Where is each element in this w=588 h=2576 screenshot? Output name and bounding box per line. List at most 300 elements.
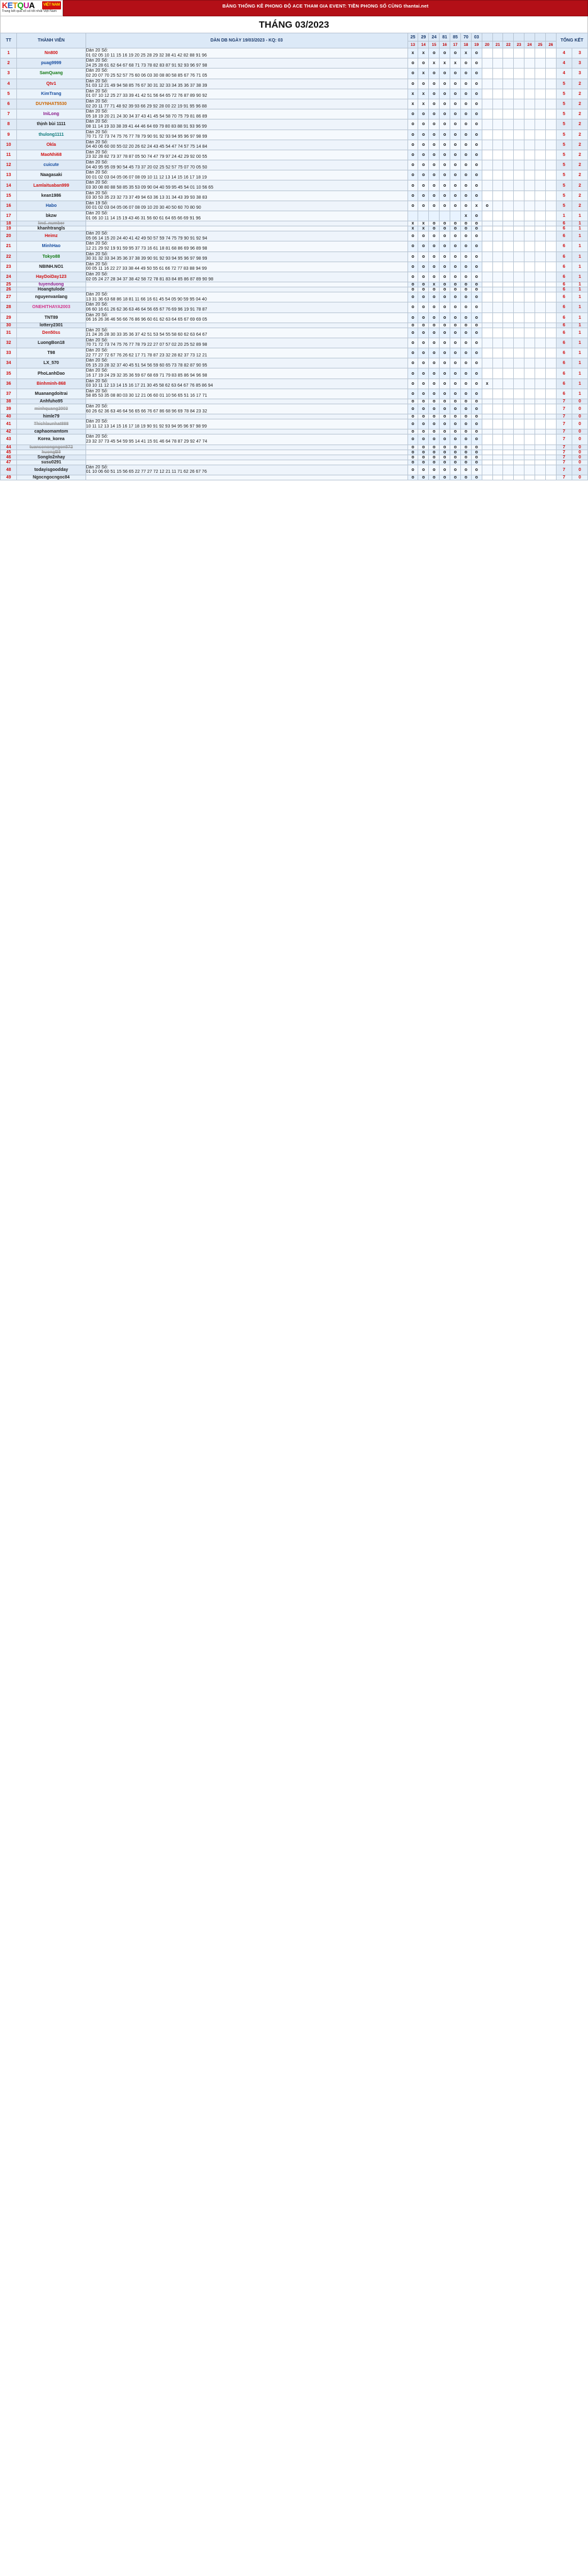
day-cell-24 bbox=[524, 358, 535, 368]
day-cell-20 bbox=[482, 328, 492, 338]
day-cell-14: o bbox=[418, 465, 429, 475]
day-cell-16: o bbox=[440, 465, 450, 475]
member-name-label: thulong1111 bbox=[38, 132, 64, 137]
member-name-label: susu0291 bbox=[41, 460, 62, 465]
numbers-label: Dàn 20 Số: bbox=[86, 191, 108, 196]
member-name[interactable] bbox=[17, 419, 86, 429]
member-name[interactable] bbox=[17, 287, 86, 292]
day-cell-17: o bbox=[450, 119, 461, 130]
row-index: 43 bbox=[1, 434, 17, 445]
total-score: 0 bbox=[572, 399, 587, 404]
row-index: 17 bbox=[1, 211, 17, 221]
day-cell-24 bbox=[524, 119, 535, 130]
day-cell-13: o bbox=[408, 429, 418, 434]
member-name[interactable] bbox=[17, 475, 86, 480]
day-cell-13: x bbox=[408, 89, 418, 99]
day-cell-16: o bbox=[440, 292, 450, 302]
member-numbers bbox=[86, 445, 408, 450]
day-cell-17: o bbox=[450, 191, 461, 201]
day-cell-20 bbox=[482, 460, 492, 465]
member-numbers bbox=[86, 99, 408, 109]
day-cell-21 bbox=[492, 150, 503, 160]
day-cell-16: o bbox=[440, 445, 450, 450]
member-name[interactable] bbox=[17, 399, 86, 404]
day-cell-23 bbox=[514, 119, 524, 130]
member-name[interactable] bbox=[17, 414, 86, 419]
table-row bbox=[1, 414, 588, 419]
numbers-value: 01 07 10 12 25 27 33 39 41 42 51 56 64 65 72 76 87 89 90 92 bbox=[86, 94, 208, 99]
day-cell-15: o bbox=[429, 434, 440, 445]
total-count: 5 bbox=[556, 109, 572, 119]
day-cell-21 bbox=[492, 348, 503, 358]
member-name-label: Lamlaituaban999 bbox=[33, 183, 69, 188]
numbers-label: Dàn 20 Số: bbox=[86, 389, 108, 394]
day-cell-17: o bbox=[450, 475, 461, 480]
day-cell-23 bbox=[514, 358, 524, 368]
day-cell-24 bbox=[524, 404, 535, 414]
day-cell-20 bbox=[482, 455, 492, 460]
row-index: 24 bbox=[1, 272, 17, 282]
day-cell-21 bbox=[492, 399, 503, 404]
day-cell-26 bbox=[545, 429, 556, 434]
day-cell-18: o bbox=[460, 109, 471, 119]
day-cell-26 bbox=[545, 379, 556, 389]
day-cell-19: o bbox=[471, 389, 482, 399]
member-name[interactable] bbox=[17, 272, 86, 282]
numbers-value: 70 71 72 73 74 75 76 77 78 79 90 91 92 93 94 95 96 97 98 99 bbox=[86, 135, 208, 140]
member-name[interactable] bbox=[17, 389, 86, 399]
member-name[interactable] bbox=[17, 140, 86, 150]
table-row bbox=[1, 262, 588, 272]
day-cell-26 bbox=[545, 160, 556, 170]
day-cell-13: o bbox=[408, 368, 418, 379]
member-name[interactable] bbox=[17, 226, 86, 231]
day-cell-21 bbox=[492, 119, 503, 130]
numbers-value: 06 60 16 61 26 62 36 63 46 64 56 65 67 76 69 96 19 91 78 87 bbox=[86, 307, 208, 312]
day-cell-24 bbox=[524, 379, 535, 389]
day-cell-23 bbox=[514, 348, 524, 358]
numbers-label: Dàn 20 Số: bbox=[86, 312, 108, 318]
day-cell-25 bbox=[535, 338, 546, 348]
member-name[interactable] bbox=[17, 338, 86, 348]
day-cell-18: o bbox=[460, 312, 471, 323]
member-name[interactable] bbox=[17, 292, 86, 302]
day-cell-13: o bbox=[408, 323, 418, 328]
day-cell-18: o bbox=[460, 99, 471, 109]
member-name[interactable] bbox=[17, 191, 86, 201]
member-numbers bbox=[86, 368, 408, 379]
day-cell-23 bbox=[514, 465, 524, 475]
member-name[interactable] bbox=[17, 160, 86, 170]
row-index: 42 bbox=[1, 429, 17, 434]
day-cell-19: o bbox=[471, 445, 482, 450]
day-cell-18: o bbox=[460, 272, 471, 282]
day-cell-17: o bbox=[450, 460, 461, 465]
total-score: 1 bbox=[572, 241, 587, 252]
table-row bbox=[1, 434, 588, 445]
day-cell-23 bbox=[514, 328, 524, 338]
row-index: 37 bbox=[1, 389, 17, 399]
total-count: 4 bbox=[556, 48, 572, 58]
member-name-label: tuyenduong bbox=[38, 282, 64, 287]
day-cell-25 bbox=[535, 404, 546, 414]
numbers-value: 03 30 53 35 23 32 73 37 49 94 63 36 13 31 34 43 39 93 38 83 bbox=[86, 196, 208, 201]
member-name-label: DUYNHAT5530 bbox=[35, 102, 67, 107]
col-day-4: 16 bbox=[440, 41, 450, 48]
day-cell-20 bbox=[482, 191, 492, 201]
day-cell-20 bbox=[482, 419, 492, 429]
table-row bbox=[1, 48, 588, 58]
member-name[interactable] bbox=[17, 460, 86, 465]
row-index: 36 bbox=[1, 379, 17, 389]
total-score: 0 bbox=[572, 460, 587, 465]
day-cell-21 bbox=[492, 292, 503, 302]
member-name[interactable] bbox=[17, 170, 86, 180]
member-name[interactable] bbox=[17, 89, 86, 99]
member-name[interactable] bbox=[17, 455, 86, 460]
day-cell-13: o bbox=[408, 389, 418, 399]
day-cell-20: x bbox=[482, 379, 492, 389]
member-name[interactable] bbox=[17, 282, 86, 287]
day-cell-19: o bbox=[471, 140, 482, 150]
member-name[interactable] bbox=[17, 79, 86, 89]
day-cell-15: o bbox=[429, 150, 440, 160]
total-count: 7 bbox=[556, 429, 572, 434]
day-cell-22 bbox=[503, 99, 514, 109]
day-cell-26 bbox=[545, 241, 556, 252]
day-cell-21 bbox=[492, 287, 503, 292]
day-cell-25 bbox=[535, 99, 546, 109]
numbers-value: 24 25 28 61 62 64 67 68 71 73 78 82 83 87 91 92 93 96 97 98 bbox=[86, 63, 208, 68]
member-name[interactable] bbox=[17, 150, 86, 160]
day-cell-23 bbox=[514, 241, 524, 252]
member-name-label: nguyenvanlang bbox=[35, 295, 68, 300]
member-name[interactable] bbox=[17, 323, 86, 328]
day-cell-21 bbox=[492, 170, 503, 180]
day-cell-20 bbox=[482, 389, 492, 399]
day-cell-20 bbox=[482, 241, 492, 252]
day-cell-13: o bbox=[408, 419, 418, 429]
day-cell-15: o bbox=[429, 99, 440, 109]
member-numbers bbox=[86, 79, 408, 89]
day-cell-24 bbox=[524, 109, 535, 119]
numbers-label: Dàn 20 Số: bbox=[86, 338, 108, 343]
member-name[interactable] bbox=[17, 48, 86, 58]
member-name[interactable] bbox=[17, 348, 86, 358]
numbers-value: 12 21 29 92 19 91 59 95 37 73 16 61 18 81 68 86 69 96 89 98 bbox=[86, 246, 208, 251]
member-name[interactable] bbox=[17, 252, 86, 262]
day-cell-25 bbox=[535, 48, 546, 58]
table-row bbox=[1, 150, 588, 160]
day-cell-24 bbox=[524, 475, 535, 480]
day-cell-15: o bbox=[429, 170, 440, 180]
day-cell-17: o bbox=[450, 272, 461, 282]
day-cell-20 bbox=[482, 368, 492, 379]
day-cell-13: o bbox=[408, 475, 418, 480]
member-numbers bbox=[86, 282, 408, 287]
total-count: 6 bbox=[556, 287, 572, 292]
col-member: THÀNH VIÊN bbox=[17, 33, 86, 48]
member-name[interactable] bbox=[17, 328, 86, 338]
member-name[interactable] bbox=[17, 58, 86, 69]
member-name[interactable] bbox=[17, 201, 86, 211]
table-row bbox=[1, 302, 588, 312]
member-numbers bbox=[86, 465, 408, 475]
day-cell-14: o bbox=[418, 241, 429, 252]
day-cell-13: o bbox=[408, 130, 418, 140]
member-name-label: thịnh bùi 1111 bbox=[36, 122, 66, 127]
day-cell-19: o bbox=[471, 287, 482, 292]
total-score: 1 bbox=[572, 323, 587, 328]
day-cell-16: o bbox=[440, 455, 450, 460]
day-cell-25 bbox=[535, 414, 546, 419]
total-count: 7 bbox=[556, 465, 572, 475]
row-index: 45 bbox=[1, 450, 17, 455]
day-cell-15: x bbox=[429, 58, 440, 69]
member-name[interactable] bbox=[17, 434, 86, 445]
numbers-value: 00 01 02 03 04 05 06 07 08 09 10 11 12 13 14 15 16 17 18 19 bbox=[86, 175, 207, 180]
member-name[interactable] bbox=[17, 429, 86, 434]
day-cell-22 bbox=[503, 419, 514, 429]
day-cell-24 bbox=[524, 272, 535, 282]
day-cell-20 bbox=[482, 434, 492, 445]
day-cell-19: o bbox=[471, 450, 482, 455]
day-cell-21 bbox=[492, 79, 503, 89]
col-day-14: 26 bbox=[545, 41, 556, 48]
day-cell-13: o bbox=[408, 465, 418, 475]
numbers-value: 05 06 14 15 20 24 40 41 42 49 50 57 59 74 75 79 90 91 92 94 bbox=[86, 236, 208, 241]
member-name[interactable] bbox=[17, 312, 86, 323]
day-cell-26 bbox=[545, 231, 556, 241]
day-cell-19: o bbox=[471, 226, 482, 231]
member-name[interactable] bbox=[17, 130, 86, 140]
member-numbers bbox=[86, 348, 408, 358]
day-cell-20 bbox=[482, 450, 492, 455]
total-score: 0 bbox=[572, 455, 587, 460]
day-cell-15: o bbox=[429, 89, 440, 99]
day-cell-13: o bbox=[408, 399, 418, 404]
day-cell-26 bbox=[545, 140, 556, 150]
member-name[interactable] bbox=[17, 221, 86, 226]
day-cell-18: o bbox=[460, 302, 471, 312]
member-name-label: Korea_korea bbox=[38, 437, 65, 442]
day-cell-20 bbox=[482, 445, 492, 450]
day-cell-22 bbox=[503, 414, 514, 419]
day-cell-25 bbox=[535, 150, 546, 160]
day-cell-16: o bbox=[440, 475, 450, 480]
day-cell-16: o bbox=[440, 302, 450, 312]
member-name[interactable] bbox=[17, 69, 86, 79]
day-cell-21 bbox=[492, 312, 503, 323]
numbers-value: 00 05 11 16 22 27 33 38 44 49 50 55 61 66 72 77 83 88 94 99 bbox=[86, 267, 207, 272]
day-cell-22 bbox=[503, 252, 514, 262]
member-numbers bbox=[86, 328, 408, 338]
table-row bbox=[1, 201, 588, 211]
day-cell-18: o bbox=[460, 419, 471, 429]
day-cell-23 bbox=[514, 69, 524, 79]
day-cell-26 bbox=[545, 89, 556, 99]
col-day-7: 19 bbox=[471, 41, 482, 48]
numbers-value: 02 20 11 77 71 48 92 39 93 66 29 92 28 00 22 19 91 95 96 88 bbox=[86, 104, 207, 109]
day-cell-17: o bbox=[450, 338, 461, 348]
day-cell-24 bbox=[524, 455, 535, 460]
day-cell-18: o bbox=[460, 287, 471, 292]
day-cell-21 bbox=[492, 414, 503, 419]
row-index: 49 bbox=[1, 475, 17, 480]
table-row bbox=[1, 419, 588, 429]
day-cell-19: o bbox=[471, 180, 482, 191]
col-day-9: 21 bbox=[492, 41, 503, 48]
day-cell-25 bbox=[535, 160, 546, 170]
page-title: THÁNG 03/2023 bbox=[0, 16, 588, 33]
day-cell-26 bbox=[545, 150, 556, 160]
member-name[interactable] bbox=[17, 109, 86, 119]
day-cell-22 bbox=[503, 323, 514, 328]
day-cell-17: o bbox=[450, 170, 461, 180]
day-cell-18: o bbox=[460, 140, 471, 150]
day-cell-22 bbox=[503, 170, 514, 180]
total-score: 2 bbox=[572, 160, 587, 170]
day-cell-23 bbox=[514, 89, 524, 99]
day-cell-13: o bbox=[408, 252, 418, 262]
member-name[interactable] bbox=[17, 465, 86, 475]
day-cell-16: o bbox=[440, 419, 450, 429]
day-cell-21 bbox=[492, 282, 503, 287]
total-score: 3 bbox=[572, 69, 587, 79]
logo-letter-6: A bbox=[29, 1, 35, 10]
day-cell-21 bbox=[492, 211, 503, 221]
total-score: 3 bbox=[572, 48, 587, 58]
table-row bbox=[1, 241, 588, 252]
numbers-label: Dàn 20 Số: bbox=[86, 434, 108, 439]
day-cell-21 bbox=[492, 180, 503, 191]
member-name[interactable] bbox=[17, 302, 86, 312]
day-cell-24 bbox=[524, 99, 535, 109]
day-cell-19: o bbox=[471, 404, 482, 414]
row-index: 5 bbox=[1, 89, 17, 99]
numbers-value: 23 32 28 82 73 37 78 87 05 50 74 47 79 97 24 42 29 92 00 55 bbox=[86, 155, 208, 160]
day-cell-25 bbox=[535, 323, 546, 328]
day-cell-20 bbox=[482, 465, 492, 475]
numbers-value: 58 85 53 35 08 80 03 30 12 21 06 60 01 10 56 65 51 16 17 71 bbox=[86, 394, 208, 399]
member-name[interactable] bbox=[17, 262, 86, 272]
member-name-label: PhoLanhDao bbox=[37, 371, 65, 376]
member-name[interactable] bbox=[17, 99, 86, 109]
numbers-label: Dàn 20 Số: bbox=[86, 419, 108, 424]
day-cell-21 bbox=[492, 368, 503, 379]
total-count: 7 bbox=[556, 450, 572, 455]
day-cell-24 bbox=[524, 79, 535, 89]
day-cell-20 bbox=[482, 475, 492, 480]
table-row bbox=[1, 312, 588, 323]
member-name[interactable] bbox=[17, 241, 86, 252]
total-score: 1 bbox=[572, 252, 587, 262]
day-cell-17: o bbox=[450, 109, 461, 119]
day-cell-16: x bbox=[440, 58, 450, 69]
member-name[interactable] bbox=[17, 119, 86, 130]
day-cell-25 bbox=[535, 79, 546, 89]
day-cell-24 bbox=[524, 252, 535, 262]
day-cell-19: o bbox=[471, 379, 482, 389]
day-cell-25 bbox=[535, 170, 546, 180]
day-cell-20 bbox=[482, 119, 492, 130]
day-cell-26 bbox=[545, 358, 556, 368]
day-cell-17: o bbox=[450, 99, 461, 109]
site-logo[interactable] bbox=[0, 0, 63, 16]
row-index: 14 bbox=[1, 180, 17, 191]
day-cell-23 bbox=[514, 150, 524, 160]
row-index: 18 bbox=[1, 221, 17, 226]
member-numbers bbox=[86, 211, 408, 221]
day-cell-16: o bbox=[440, 221, 450, 226]
day-cell-22 bbox=[503, 119, 514, 130]
member-name[interactable] bbox=[17, 358, 86, 368]
day-cell-20 bbox=[482, 399, 492, 404]
day-cell-21 bbox=[492, 241, 503, 252]
numbers-label: Dàn 20 Số: bbox=[86, 302, 108, 307]
day-cell-21 bbox=[492, 419, 503, 429]
day-cell-13: o bbox=[408, 404, 418, 414]
table-row bbox=[1, 221, 588, 226]
member-name[interactable] bbox=[17, 379, 86, 389]
day-cell-20 bbox=[482, 292, 492, 302]
col-day-3: 15 bbox=[429, 41, 440, 48]
total-count: 6 bbox=[556, 323, 572, 328]
total-count: 7 bbox=[556, 455, 572, 460]
row-index: 22 bbox=[1, 252, 17, 262]
day-cell-24 bbox=[524, 450, 535, 455]
day-cell-15: o bbox=[429, 460, 440, 465]
day-cell-14: o bbox=[418, 252, 429, 262]
member-name[interactable] bbox=[17, 445, 86, 450]
day-cell-23 bbox=[514, 419, 524, 429]
day-cell-20 bbox=[482, 231, 492, 241]
table-row bbox=[1, 79, 588, 89]
day-cell-20 bbox=[482, 404, 492, 414]
day-cell-16: o bbox=[440, 226, 450, 231]
row-index: 25 bbox=[1, 282, 17, 287]
col-tt: TT bbox=[1, 33, 17, 48]
member-name[interactable] bbox=[17, 211, 86, 221]
day-cell-16: o bbox=[440, 328, 450, 338]
total-score: 2 bbox=[572, 89, 587, 99]
day-cell-16: o bbox=[440, 450, 450, 455]
day-cell-26 bbox=[545, 79, 556, 89]
day-cell-13 bbox=[408, 211, 418, 221]
day-cell-18: o bbox=[460, 429, 471, 434]
day-cell-20 bbox=[482, 312, 492, 323]
day-cell-24 bbox=[524, 323, 535, 328]
day-cell-21 bbox=[492, 455, 503, 460]
total-score: 3 bbox=[572, 58, 587, 69]
day-cell-15: o bbox=[429, 241, 440, 252]
day-cell-14: o bbox=[418, 272, 429, 282]
member-name[interactable] bbox=[17, 180, 86, 191]
table-row bbox=[1, 368, 588, 379]
day-cell-24 bbox=[524, 180, 535, 191]
member-name[interactable] bbox=[17, 231, 86, 241]
day-cell-15: o bbox=[429, 348, 440, 358]
day-cell-24 bbox=[524, 399, 535, 404]
member-name[interactable] bbox=[17, 404, 86, 414]
day-cell-13: o bbox=[408, 150, 418, 160]
numbers-label: Dàn 20 Số: bbox=[86, 150, 108, 155]
day-cell-22 bbox=[503, 434, 514, 445]
day-cell-17: o bbox=[450, 368, 461, 379]
day-cell-14: o bbox=[418, 140, 429, 150]
member-name[interactable] bbox=[17, 368, 86, 379]
member-name[interactable] bbox=[17, 450, 86, 455]
